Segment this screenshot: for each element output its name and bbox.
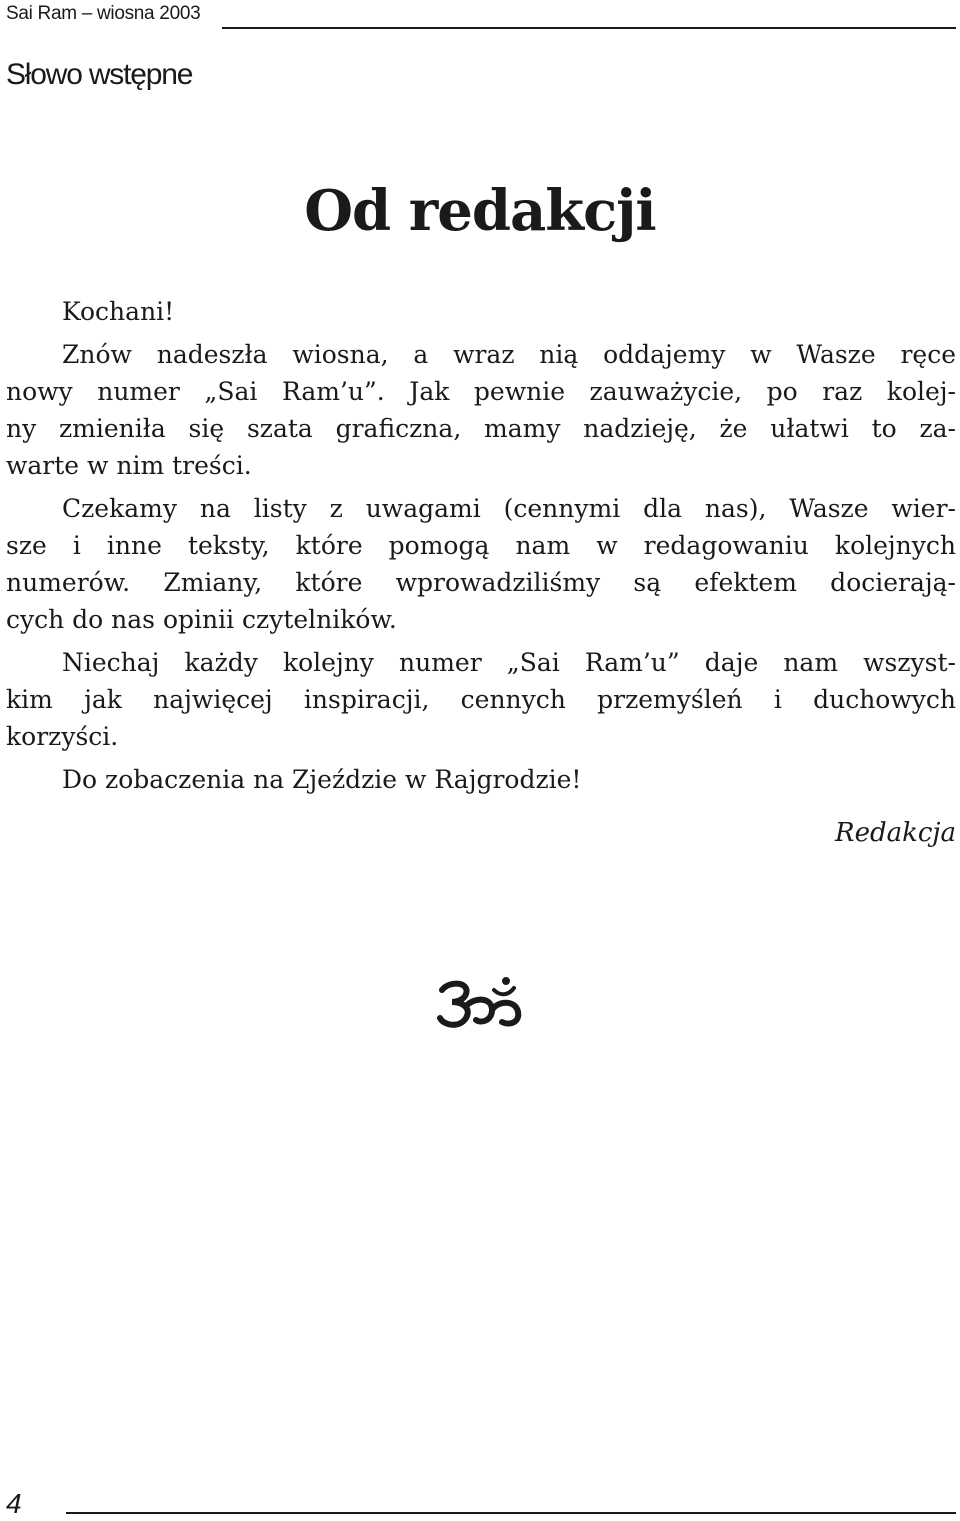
- body-line: sze i inne teksty, które pomogą nam w redagowaniu kolejnych: [6, 531, 956, 560]
- body-line: Czekamy na listy z uwagami (cennymi dla nas), Wasze wier-: [62, 494, 956, 523]
- body-line: cych do nas opinii czytelników.: [6, 605, 397, 634]
- om-symbol-icon: [436, 976, 524, 1030]
- body-line: Znów nadeszła wiosna, a wraz nią oddajemy w Wasze ręce: [62, 340, 956, 369]
- article-title: Od redakcji: [304, 178, 656, 244]
- greeting-line: Kochani!: [62, 297, 175, 326]
- body-line: warte w nim treści.: [6, 451, 252, 480]
- closing-line: Do zobaczenia na Zjeździe w Rajgrodzie!: [62, 765, 582, 794]
- body-line: nowy numer „Sai Ram’u”. Jak pewnie zauważycie, po raz kolej-: [6, 377, 956, 406]
- page-number: 4: [6, 1488, 22, 1519]
- header-rule: [222, 27, 956, 29]
- running-head: Sai Ram – wiosna 2003: [6, 3, 201, 24]
- footer-rule: [66, 1512, 956, 1514]
- body-line: ny zmieniła się szata graficzna, mamy nadzieję, że ułatwi to za-: [6, 414, 956, 443]
- article-body: [6, 293, 956, 798]
- body-line: Niechaj każdy kolejny numer „Sai Ram’u” daje nam wszyst-: [62, 648, 956, 677]
- signature: Redakcja: [835, 818, 956, 848]
- body-line: korzyści.: [6, 722, 119, 751]
- body-line: kim jak najwięcej inspiracji, cennych przemyśleń i duchowych: [6, 685, 956, 714]
- section-title: Słowo wstępne: [6, 58, 193, 91]
- body-line: numerów. Zmiany, które wprowadziliśmy są efektem docierają-: [6, 568, 956, 597]
